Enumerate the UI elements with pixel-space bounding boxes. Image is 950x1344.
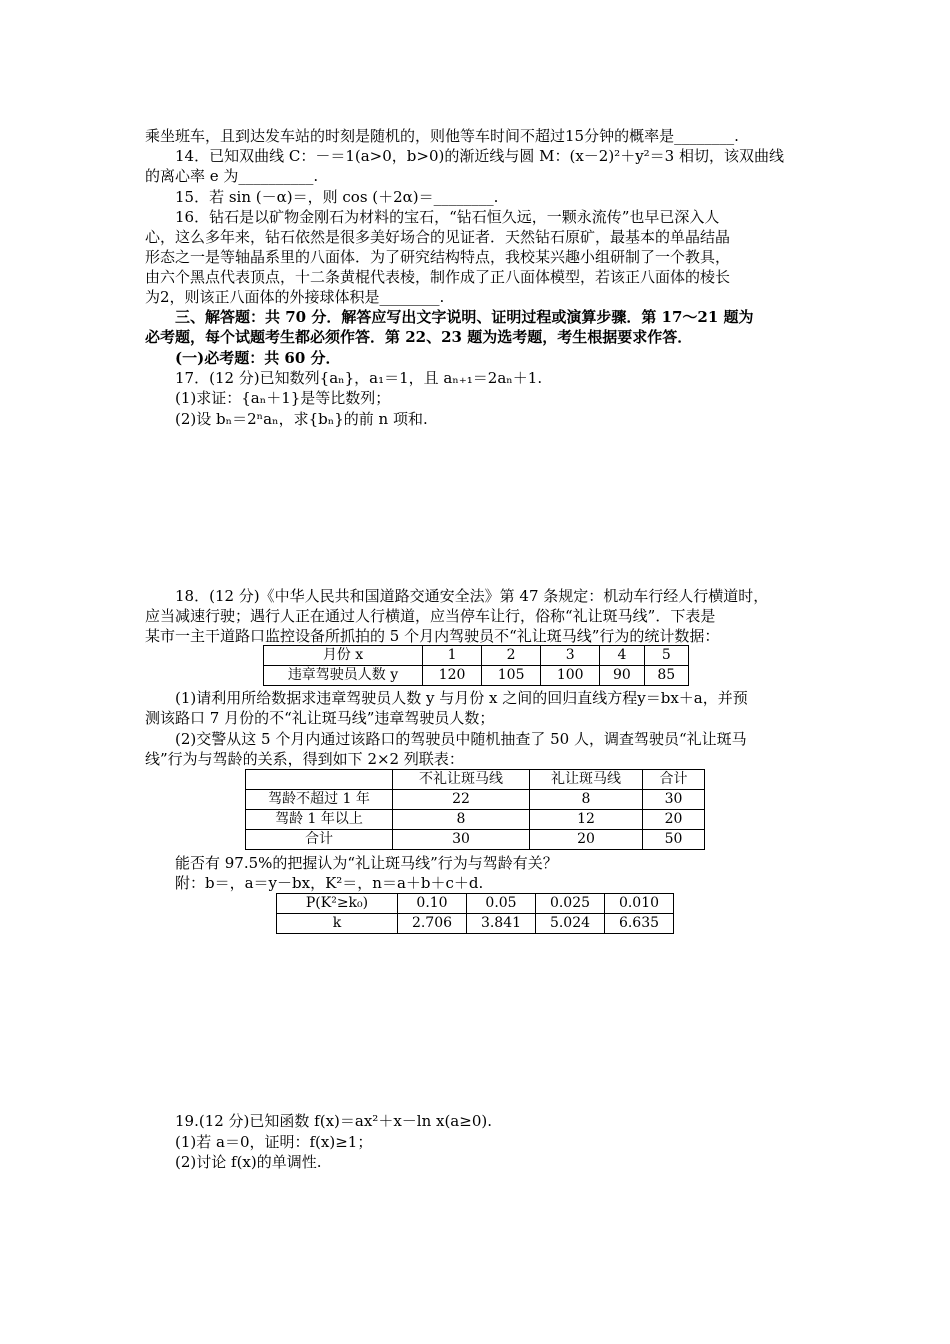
- critical-value-table: [276, 893, 674, 934]
- question-19-part-1: (1)若 a＝0，证明：f(x)≥1；: [175, 1133, 373, 1151]
- table-cell: 0.10: [398, 894, 467, 914]
- table-cell: 50: [643, 830, 705, 850]
- table-cell: 0.010: [605, 894, 674, 914]
- question-16-line-4: 由六个黑点代表顶点，十二条黄棍代表棱，制作成了正八面体模型，若该正八面体的棱长: [145, 268, 731, 286]
- table-row: [264, 646, 689, 666]
- question-18-part-1-line-1: (1)请利用所给数据求违章驾驶员人数 y 与月份 x 之间的回归直线方程y＝bx＋a，并预: [175, 689, 748, 707]
- question-14-line-1: 14．已知双曲线 C：－＝1(a>0，b>0)的渐近线与圆 M：(x－2)²＋y²＝3 相切，该双曲线: [175, 147, 784, 165]
- table-cell: 6.635: [605, 914, 674, 934]
- table-row: [246, 830, 705, 850]
- table-cell: 8: [530, 790, 643, 810]
- table-cell: k: [277, 914, 398, 934]
- question-18-line-1: 18．(12 分)《中华人民共和国道路交通安全法》第 47 条规定：机动车行经人行横道时，: [175, 587, 769, 605]
- table-row: [246, 790, 705, 810]
- table-cell: 12: [530, 810, 643, 830]
- table-row: [264, 666, 689, 686]
- table-cell: 30: [393, 830, 530, 850]
- table-cell: 2: [482, 646, 541, 666]
- table-row: [277, 894, 674, 914]
- question-18-part-3: 能否有 97.5%的把握认为“礼让斑马线”行为与驾龄有关？: [175, 854, 558, 872]
- question-19-part-2: (2)讨论 f(x)的单调性.: [175, 1153, 322, 1171]
- question-18-part-1-line-2: 测该路口 7 月份的不“礼让斑马线”违章驾驶员人数；: [145, 709, 495, 727]
- question-14-line-2: 的离心率 e 为__________.: [145, 167, 319, 185]
- question-18-part-2-line-2: 线”行为与驾龄的关系，得到如下 2×2 列联表：: [145, 750, 464, 768]
- table-cell: 5.024: [536, 914, 605, 934]
- question-18-line-3: 某市一主干道路口监控设备所抓拍的 5 个月内驾驶员不“礼让斑马线”行为的统计数据：: [145, 627, 720, 645]
- table-cell: 1: [423, 646, 482, 666]
- table-cell: 2.706: [398, 914, 467, 934]
- table-cell: 月份 x: [264, 646, 423, 666]
- section-3-heading-1: 三、解答题：共 70 分．解答应写出文字说明、证明过程或演算步骤．第 17～21 题为: [175, 308, 754, 326]
- table-cell: 驾龄不超过 1 年: [246, 790, 393, 810]
- table-row: [246, 770, 705, 790]
- table-cell: [246, 770, 393, 790]
- question-16-line-2: 心，这么多年来，钻石依然是很多美好场合的见证者．天然钻石原矿，最基本的单晶结晶: [145, 228, 731, 246]
- section-3-subheading: (一)必考题：共 60 分．: [175, 349, 341, 367]
- question-18-part-2-line-1: (2)交警从这 5 个月内通过该路口的驾驶员中随机抽查了 50 人，调查驾驶员“礼让斑马: [175, 730, 747, 748]
- table-cell: 礼让斑马线: [530, 770, 643, 790]
- table-cell: 合计: [246, 830, 393, 850]
- table-cell: 0.05: [467, 894, 536, 914]
- question-17: 17．(12 分)已知数列{aₙ}，a₁＝1，且 aₙ₊₁＝2aₙ＋1.: [175, 369, 543, 387]
- question-15: 15．若 sin (－α)＝，则 cos (＋2α)＝________.: [175, 188, 499, 206]
- table-cell: 合计: [643, 770, 705, 790]
- table-cell: 105: [482, 666, 541, 686]
- question-16-line-5: 为2，则该正八面体的外接球体积是________.: [145, 288, 445, 306]
- table-cell: P(K²≥k₀): [277, 894, 398, 914]
- table-cell: 不礼让斑马线: [393, 770, 530, 790]
- table-row: [246, 810, 705, 830]
- monthly-violations-table: [263, 645, 689, 686]
- question-18-line-2: 应当减速行驶；遇行人正在通过人行横道，应当停车让行，俗称“礼让斑马线”．下表是: [145, 607, 716, 625]
- table-cell: 22: [393, 790, 530, 810]
- question-16-line-1: 16．钻石是以矿物金刚石为材料的宝石，“钻石恒久远，一颗永流传”也早已深入人: [175, 208, 720, 226]
- contingency-table: [245, 769, 705, 850]
- question-17-part-1: (1)求证：{aₙ＋1}是等比数列；: [175, 389, 391, 407]
- question-17-part-2: (2)设 bₙ＝2ⁿaₙ，求{bₙ}的前 n 项和.: [175, 410, 428, 428]
- table-cell: 120: [423, 666, 482, 686]
- table-row: [277, 914, 674, 934]
- table-cell: 30: [643, 790, 705, 810]
- table-cell: 20: [643, 810, 705, 830]
- question-18-appendix: 附：b＝，a＝y－bx，K²＝，n＝a＋b＋c＋d.: [175, 874, 484, 892]
- section-3-heading-2: 必考题，每个试题考生都必须作答．第 22、23 题为选考题，考生根据要求作答．: [145, 328, 693, 346]
- table-cell: 90: [600, 666, 644, 686]
- table-cell: 违章驾驶员人数 y: [264, 666, 423, 686]
- table-cell: 85: [644, 666, 688, 686]
- table-cell: 3: [541, 646, 600, 666]
- table-cell: 5: [644, 646, 688, 666]
- table-cell: 驾龄 1 年以上: [246, 810, 393, 830]
- table-cell: 4: [600, 646, 644, 666]
- text-line: 乘坐班车，且到达发车站的时刻是随机的，则他等车时间不超过15分钟的概率是________.: [145, 127, 739, 145]
- table-cell: 8: [393, 810, 530, 830]
- table-cell: 3.841: [467, 914, 536, 934]
- table-cell: 100: [541, 666, 600, 686]
- table-cell: 20: [530, 830, 643, 850]
- table-cell: 0.025: [536, 894, 605, 914]
- question-19: 19.(12 分)已知函数 f(x)＝ax²＋x－ln x(a≥0).: [175, 1112, 492, 1130]
- question-16-line-3: 形态之一是等轴晶系里的八面体．为了研究结构特点，我校某兴趣小组研制了一个教具，: [145, 248, 731, 266]
